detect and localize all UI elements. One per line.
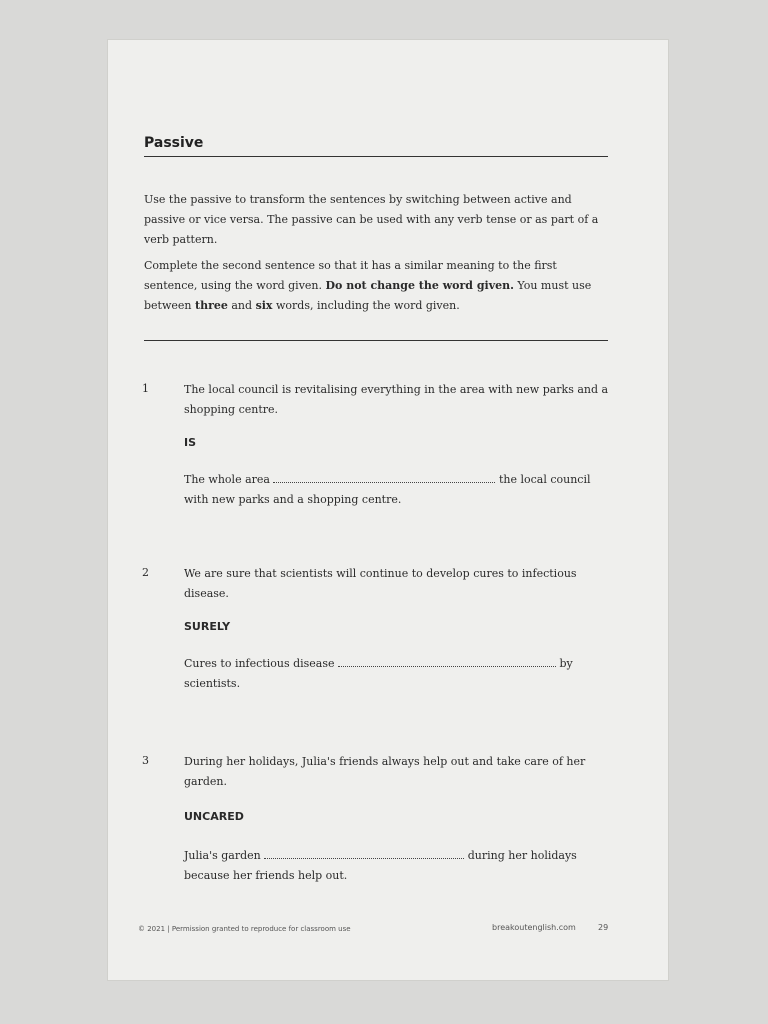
answer-after: by scientists.: [184, 657, 573, 690]
answer-after: the local council with new parks and a shopping centre.: [184, 473, 591, 506]
instr-bold-three: three: [195, 299, 228, 312]
page-title: Passive: [144, 135, 204, 151]
footer-site: breakoutenglish.com: [492, 923, 576, 932]
answer-before: Cures to infectious disease: [184, 657, 339, 670]
answer-blank[interactable]: [264, 847, 464, 859]
keyword: IS: [184, 436, 197, 449]
question-number: 3: [142, 754, 149, 767]
instr-bold-no-change: Do not change the word given.: [325, 279, 514, 292]
answer-blank[interactable]: [273, 471, 495, 483]
footer-page-number: 29: [598, 923, 609, 932]
keyword: SURELY: [184, 620, 231, 633]
answer-sentence: [184, 654, 614, 694]
question-text: We are sure that scientists will continue to develop cures to infectious disease.: [184, 567, 577, 600]
instr-text-a: Complete the second sentence so that it has a similar meaning to the first sentence, using the word given.: [144, 259, 557, 292]
answer-sentence: [184, 470, 614, 510]
footer-copyright: © 2021 | Permission granted to reproduce for classroom use: [138, 925, 351, 933]
worksheet-page: [108, 40, 668, 980]
keyword: UNCARED: [184, 810, 244, 823]
question-text: During her holidays, Julia's friends always help out and take care of her garden.: [184, 755, 586, 788]
question-text: The local council is revitalising everything in the area with new parks and a shopping centre.: [184, 383, 609, 416]
divider-top: [144, 156, 608, 157]
question-number: 2: [142, 566, 149, 579]
divider-bottom: [144, 340, 608, 341]
instructions-paragraph-1: Use the passive to transform the sentences by switching between active and passive or vice versa. The passive can be used with any verb tense or as part of a verb pattern.: [144, 193, 599, 246]
answer-before: Julia's garden: [184, 849, 265, 862]
instr-text-c: and: [227, 299, 256, 312]
instr-text-b: You must use between: [144, 279, 592, 312]
answer-after: during her holidays because her friends help out.: [184, 849, 577, 882]
instructions-paragraph-2: [144, 256, 606, 316]
question-number: 1: [142, 382, 149, 395]
instr-bold-six: six: [255, 299, 273, 312]
answer-before: The whole area: [184, 473, 274, 486]
answer-blank[interactable]: [338, 655, 556, 667]
answer-sentence: [184, 846, 614, 886]
instr-text-d: words, including the word given.: [272, 299, 460, 312]
